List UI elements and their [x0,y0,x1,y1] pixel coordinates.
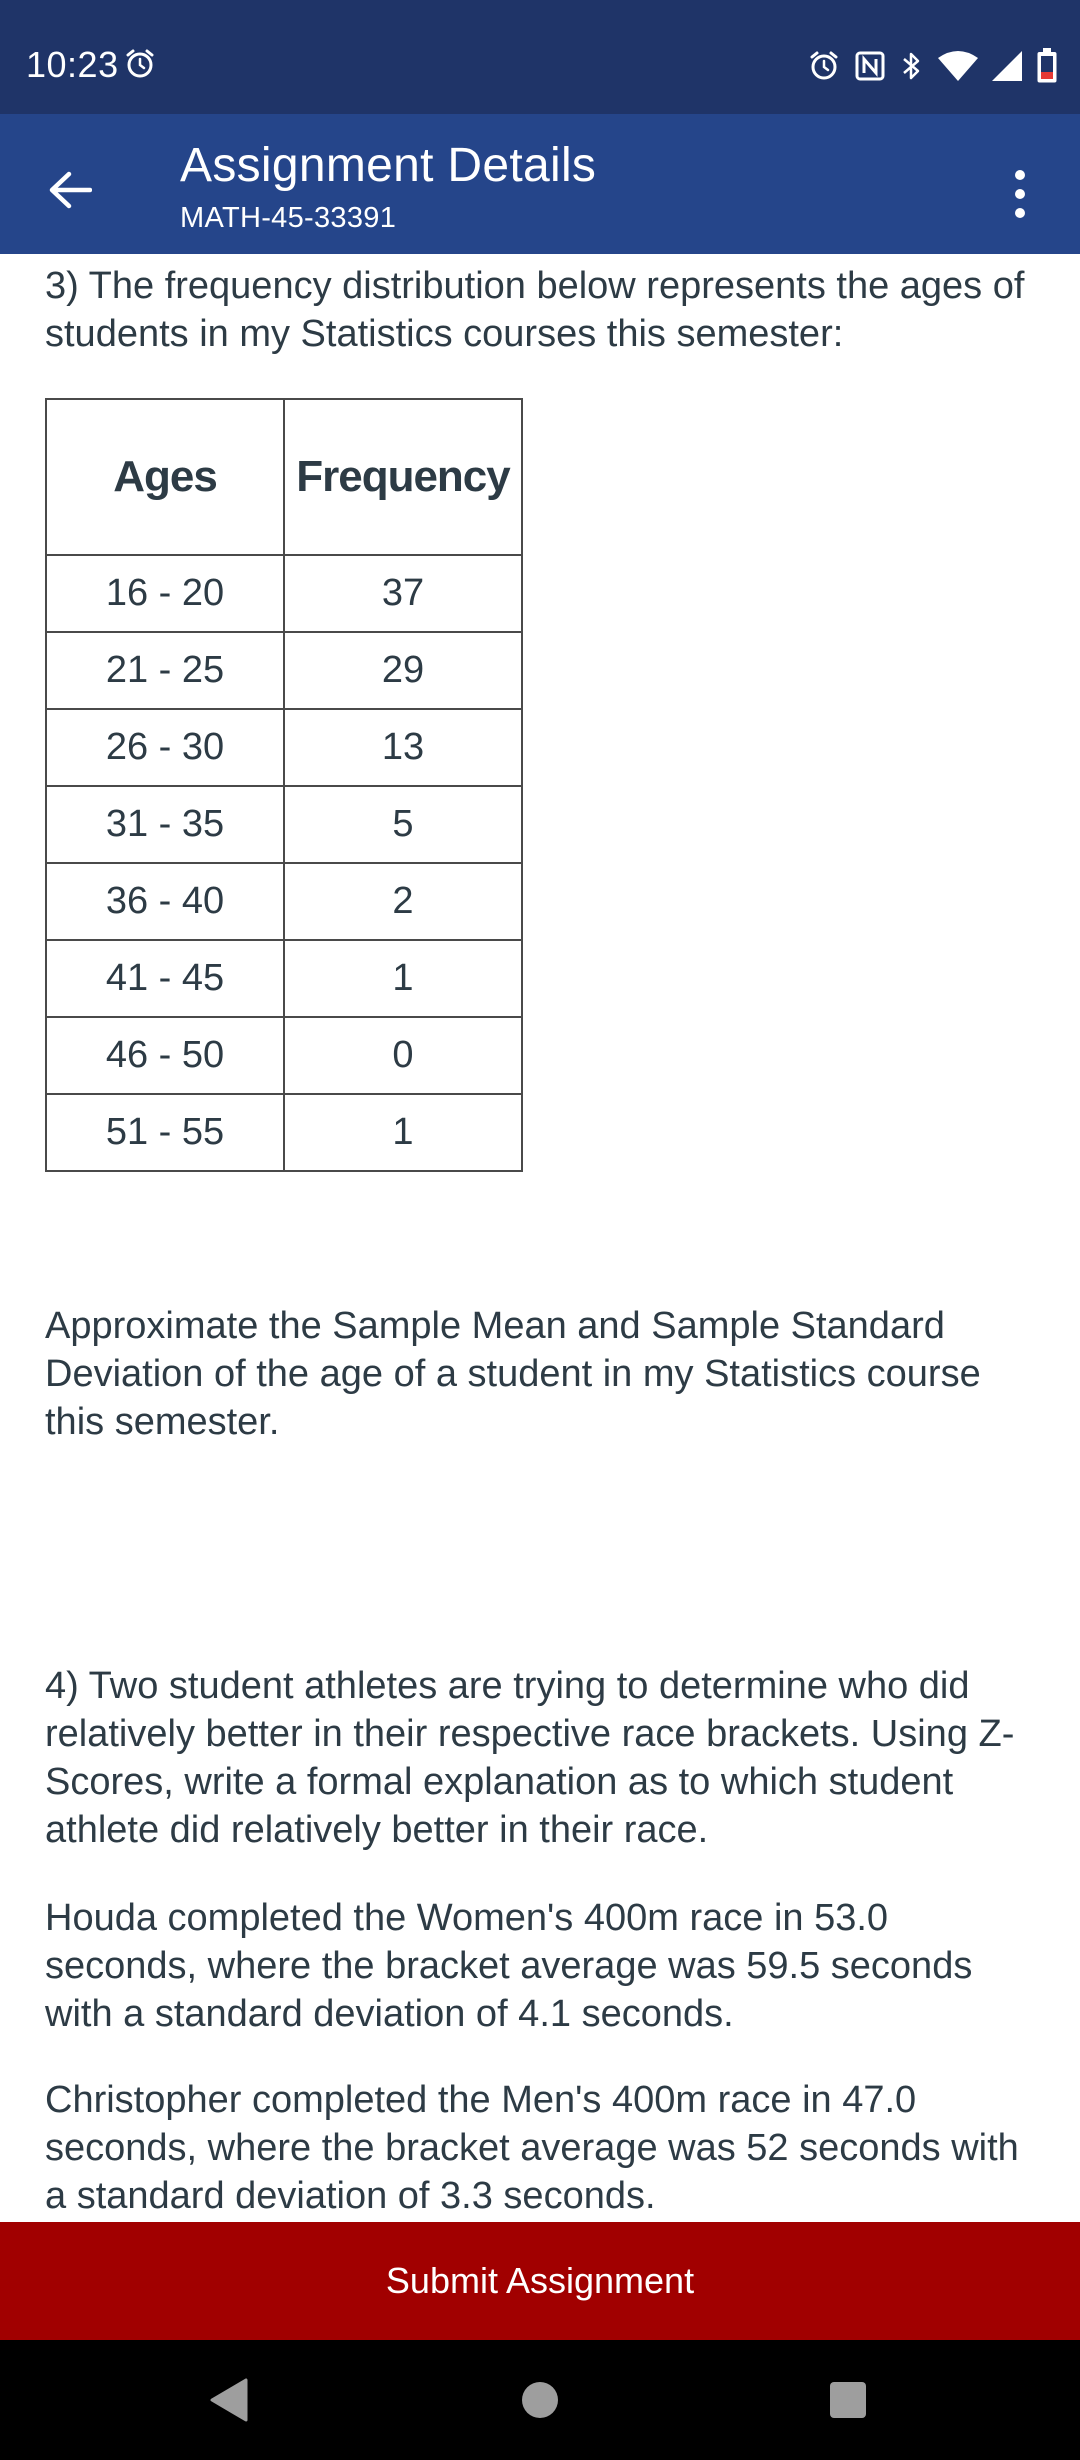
frequency-cell: 13 [284,709,522,786]
age-range-cell: 51 - 55 [46,1094,284,1171]
table-header-row [46,399,522,555]
age-range-cell: 46 - 50 [46,1017,284,1094]
frequency-cell: 5 [284,786,522,863]
table-row [46,1094,522,1171]
submit-label: Submit Assignment [385,2260,695,2301]
nfc-icon [854,50,886,82]
more-vert-icon [1015,170,1025,180]
bluetooth-icon [900,49,924,83]
battery-low-icon [1036,48,1058,84]
frequency-table [45,398,523,1172]
frequency-cell: 1 [284,1094,522,1171]
frequency-cell: 2 [284,863,522,940]
nav-back-button[interactable] [198,2370,258,2430]
page-title: Assignment Details [180,139,597,192]
table-row [46,786,522,863]
question-3-text: 3) The frequency distribution below represents the ages of students in my Statistics courses this semester: [45,265,1025,355]
submit-assignment-button[interactable] [0,2222,1080,2340]
course-code: MATH-45-33391 [180,202,397,234]
wifi-icon [938,50,978,82]
age-range-cell: 41 - 45 [46,940,284,1017]
frequency-cell: 29 [284,632,522,709]
status-bar [0,0,1080,114]
table-row [46,632,522,709]
question-3-prompt: Approximate the Sample Mean and Sample Standard Deviation of the age of a student in my Statistics course this semester. [45,1305,981,1443]
age-range-cell: 26 - 30 [46,709,284,786]
arrow-left-icon [48,170,92,210]
table-row [46,1017,522,1094]
app-bar [0,114,1080,254]
status-time: 10:23 [26,44,119,85]
age-range-cell: 36 - 40 [46,863,284,940]
age-range-cell: 31 - 35 [46,786,284,863]
cell-signal-icon [992,51,1022,81]
overflow-menu-button[interactable] [988,154,1052,234]
table-row [46,709,522,786]
square-recents-icon [828,2380,868,2420]
frequency-cell: 0 [284,1017,522,1094]
nav-recents-button[interactable] [818,2370,878,2430]
column-header-ages: Ages [46,399,284,555]
table-row [46,863,522,940]
age-range-cell: 16 - 20 [46,555,284,632]
assignment-content[interactable] [0,254,1080,2222]
age-range-cell: 21 - 25 [46,632,284,709]
houda-paragraph: Houda completed the Women's 400m race in 53.0 seconds, where the bracket average was 59.5 seconds with a standard deviation of 4.1 seconds. [45,1897,973,2035]
status-icons [808,46,1058,86]
christopher-paragraph: Christopher completed the Men's 400m race in 47.0 seconds, where the bracket average was 52 seconds with a standard deviation of 3.3 seconds. [45,2079,1019,2217]
alarm-icon [808,50,840,82]
question-4-text: 4) Two student athletes are trying to determine who did relatively better in their respective race brackets. Using Z-Scores, write a formal explanation as to which student athlete did relatively better in their race. [45,1665,1015,1851]
frequency-cell: 37 [284,555,522,632]
column-header-frequency: Frequency [284,399,522,555]
triangle-back-icon [208,2378,248,2422]
table-row [46,940,522,1017]
alarm-icon [124,48,156,80]
back-button[interactable] [30,150,110,230]
system-navigation-bar [0,2340,1080,2460]
table-row [46,555,522,632]
frequency-cell: 1 [284,940,522,1017]
nav-home-button[interactable] [510,2370,570,2430]
circle-home-icon [520,2380,560,2420]
